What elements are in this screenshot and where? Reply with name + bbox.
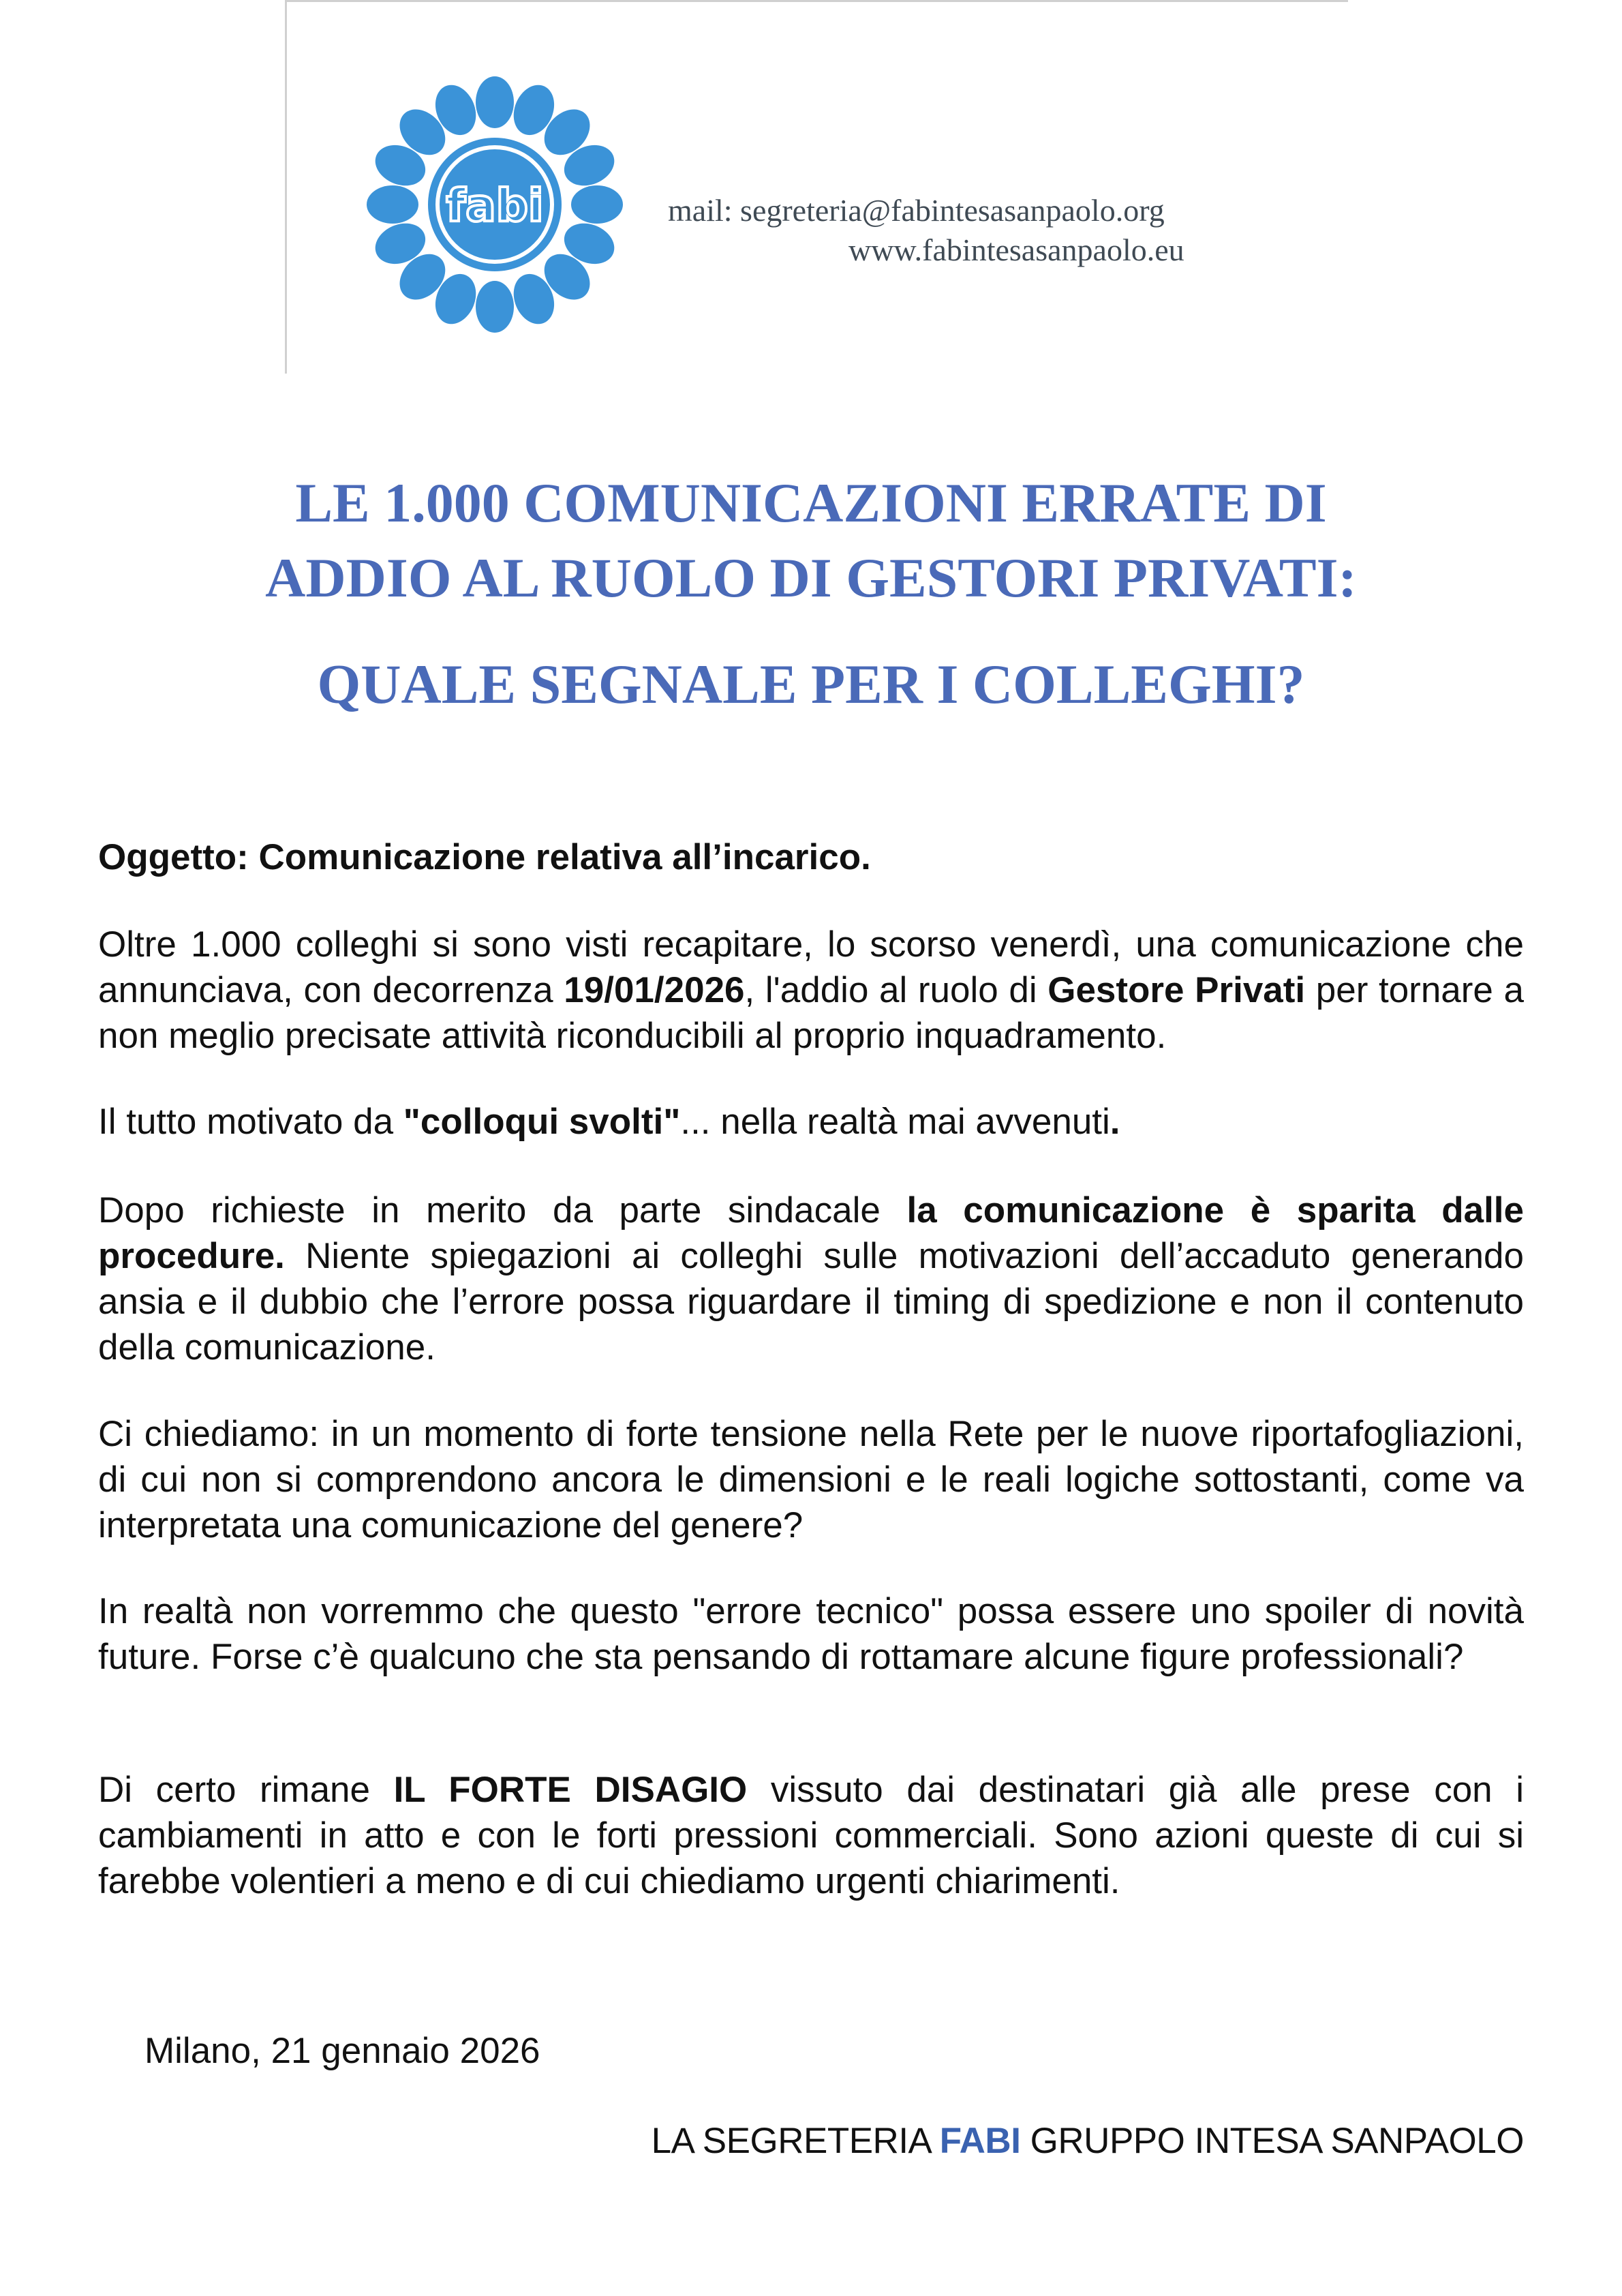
p1-role: Gestore Privati — [1047, 970, 1306, 1010]
paragraph-3 — [98, 1188, 1524, 1370]
website-url: www.fabintesasanpaolo.eu — [848, 232, 1184, 267]
p2-text-c: ... nella realtà mai avvenuti — [680, 1102, 1110, 1142]
p1-date: 19/01/2026 — [564, 970, 745, 1010]
p1-text-e: per tornare a non meglio precisate attività riconducibili al proprio inquadramento. — [98, 970, 1524, 1056]
paragraph-1 — [98, 922, 1524, 1059]
signature — [652, 2120, 1524, 2162]
p6-text-a: Di certo rimane — [98, 1770, 394, 1810]
place-date: Milano, 21 gennaio 2026 — [144, 2031, 540, 2071]
title-line-1: LE 1.000 COMUNICAZIONI ERRATE DI — [295, 472, 1327, 534]
p6-text-c: vissuto dai destinatari già alle prese con i cambiamenti in atto e con le forti pressioni commerciali. Sono azioni queste di cui si farebbe volentieri a meno e di cui chiediamo urgenti chiarimenti. — [98, 1770, 1524, 1901]
paragraph-6 — [98, 1767, 1524, 1904]
header-divider — [285, 0, 1348, 2]
logo-petal — [367, 185, 418, 224]
logo-petal — [476, 76, 514, 128]
signature-pre: LA SEGRETERIA — [651, 2121, 940, 2161]
p2-quote: "colloqui svolti" — [403, 1102, 681, 1142]
logo-text: fabi — [446, 179, 544, 232]
p1-text-a: Oltre 1.000 colleghi si sono visti recapitare, lo scorso venerdì, una comunicazione che annunciava, con decorrenza — [98, 924, 1524, 1010]
p6-highlight: IL FORTE DISAGIO — [393, 1770, 748, 1810]
mail-address: mail: segreteria@fabintesasanpaolo.org — [668, 193, 1165, 228]
logo-petal — [476, 281, 514, 333]
paragraph-4: Ci chiediamo: in un momento di forte tensione nella Rete per le nuove riportafogliazioni, di cui non si comprendono ancora le dimensioni e le reali logiche sottostanti, come va interpretata una comunicazione del genere? — [98, 1414, 1524, 1545]
p2-text-a: Il tutto motivato da — [98, 1102, 403, 1142]
paragraph-2 — [98, 1099, 1524, 1145]
header-side-divider — [285, 0, 287, 374]
p3-text-a: Dopo richieste in merito da parte sindacale — [98, 1190, 907, 1230]
p3-highlight: la comunicazione è sparita dalle procedure. — [98, 1190, 1524, 1276]
signature-post: GRUPPO INTESA SANPAOLO — [1020, 2121, 1524, 2161]
signature-fabi: FABI — [939, 2121, 1021, 2161]
contacts — [668, 191, 1184, 270]
p1-text-c: , l'addio al ruolo di — [744, 970, 1048, 1010]
title-line-2: ADDIO AL RUOLO DI GESTORI PRIVATI: — [265, 547, 1357, 609]
paragraph-5: In realtà non vorremmo che questo "errore tecnico" possa essere uno spoiler di novità future. Forse c’è qualcuno che sta pensando di rottamare alcune figure professionali? — [98, 1591, 1524, 1677]
p3-text-c: Niente spiegazioni ai colleghi sulle motivazioni dell’accaduto generando ansia e il dubbio che l’errore possa riguardare il timing di spedizione e non il contenuto della comunicazione. — [98, 1236, 1524, 1368]
logo-petal — [571, 185, 623, 224]
subject-line: Oggetto: Comunicazione relativa all’incarico. — [98, 837, 871, 877]
p2-period: . — [1110, 1102, 1120, 1142]
title-line-3: QUALE SEGNALE PER I COLLEGHI? — [317, 653, 1305, 715]
fabi-logo — [365, 75, 624, 334]
